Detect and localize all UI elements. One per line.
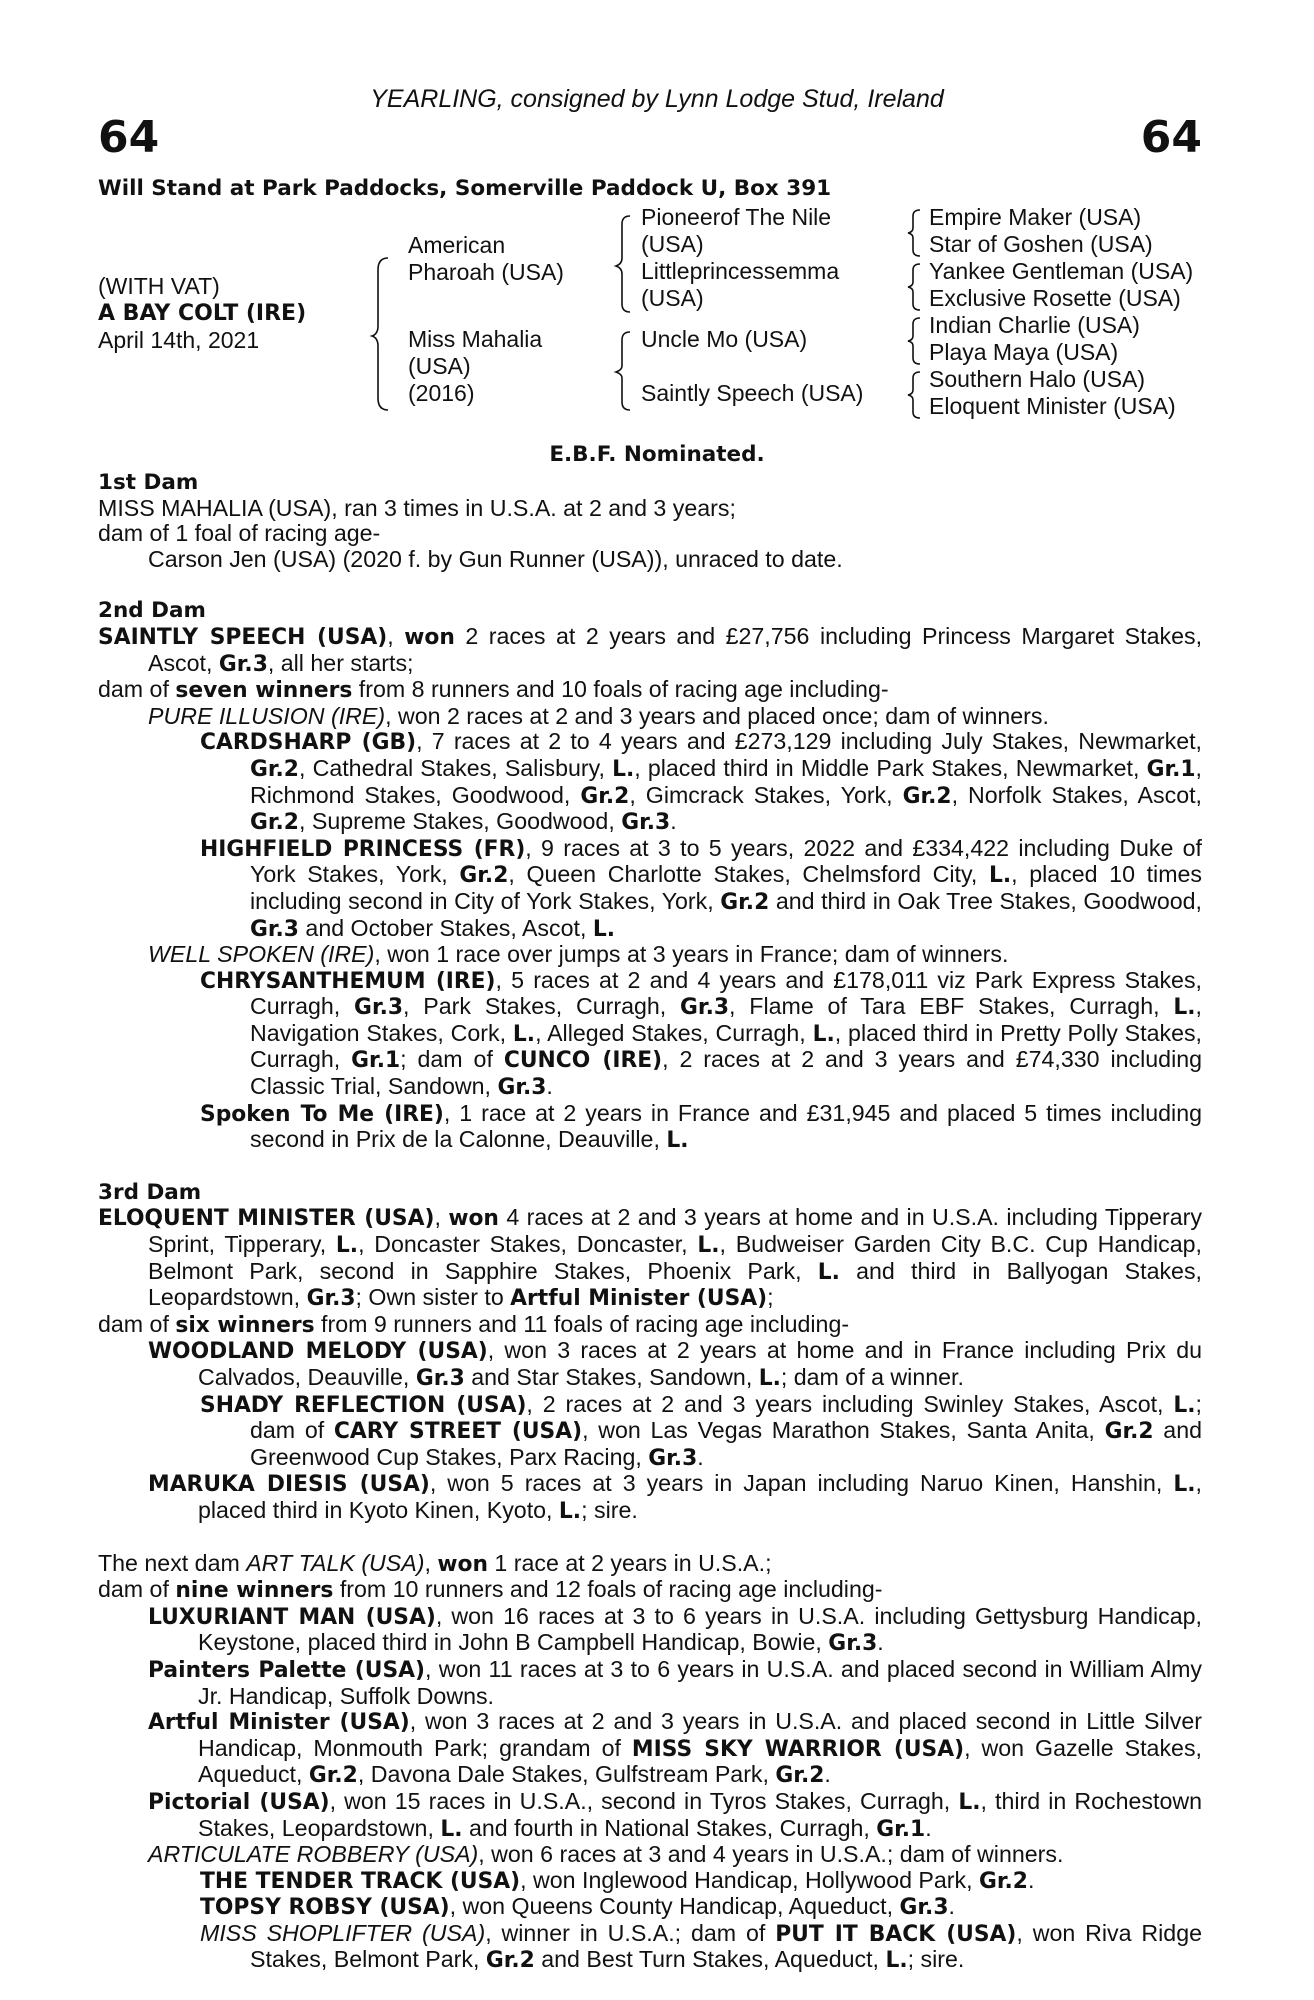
next-dam-produce: dam of nine winners from 10 runners and 12 foals of racing age including- — [98, 1576, 883, 1604]
produce-the-tender-track: THE TENDER TRACK (USA), won Inglewood Handicap, Hollywood Park, Gr.2. — [200, 1866, 1035, 1894]
produce-topsy-robsy: TOPSY ROBSY (USA), won Queens County Handicap, Aqueduct, Gr.3. — [200, 1893, 955, 1921]
pedigree-bracket-main — [370, 256, 390, 412]
gen3-2: Star of Goshen (USA) — [929, 231, 1153, 257]
consignor-line: YEARLING, consigned by Lynn Lodge Stud, Ireland — [370, 85, 944, 113]
third-dam-entry: ELOQUENT MINISTER (USA), won 4 races at 2 and 3 years at home and in U.S.A. including Tipperary Sprint, Tipperary, L., Doncaster Stakes, Doncaster, L., Budweiser Garden City B.C. Cup Handicap, Belmont Park, second in Sapphire Stakes, Phoenix Park, L. and third in Ballyogan Stakes, Leopardstown, Gr.3; Own sister to Artful Minister (USA); — [98, 1204, 1203, 1312]
produce-spoken-to-me: Spoken To Me (IRE), 1 race at 2 years in France and £31,945 and placed 5 times including second in Prix de la Calonne, Deauville, L. — [200, 1099, 1202, 1154]
gen3-3: Yankee Gentleman (USA) — [929, 258, 1194, 284]
gen3-1: Empire Maker (USA) — [929, 204, 1142, 230]
ebf-nominated: E.B.F. Nominated. — [549, 442, 765, 467]
first-dam-heading: 1st Dam — [98, 470, 199, 495]
produce-maruka-diesis: MARUKA DIESIS (USA), won 5 races at 3 years in Japan including Naruo Kinen, Hanshin, L., placed third in Kyoto Kinen, Kyoto, L.; sire. — [148, 1470, 1202, 1524]
pedigree-brace-g3-2 — [906, 262, 922, 312]
dam-sire: Uncle Mo (USA) — [641, 326, 808, 352]
lot-number-right: 64 — [1140, 112, 1202, 163]
pedigree-bracket-dam — [614, 330, 632, 412]
produce-painters-palette: Painters Palette (USA), won 11 races at 3 to 6 years in U.S.A. and placed second in William Almy Jr. Handicap, Suffolk Downs. — [148, 1655, 1203, 1709]
foaling-date: April 14th, 2021 — [98, 327, 260, 353]
produce-chrysanthemum: CHRYSANTHEMUM (IRE), 5 races at 2 and 4 years and £178,011 viz Park Express Stakes, Curragh, Gr.3, Park Stakes, Curragh, Gr.3, Flame of Tara EBF Stakes, Curragh, L., Navigation Stakes, Cork, L., Alleged Stakes, Curragh, L., placed third in Pretty Polly Stakes, Curragh, Gr.1; dam of CUNCO (IRE), 2 races at 2 and 3 years and £74,330 including Classic Trial, Sandown, Gr.3. — [200, 966, 1203, 1101]
produce-miss-shoplifter: MISS SHOPLIFTER (USA), winner in U.S.A.; dam of PUT IT BACK (USA), won Riva Ridge Stakes, Belmont Park, Gr.2 and Best Turn Stakes, Aqueduct, L.; sire. — [200, 1919, 1202, 1974]
pedigree-bracket-sire — [614, 214, 632, 314]
produce-luxuriant-man: LUXURIANT MAN (USA), won 16 races at 3 to 6 years in U.S.A. including Gettysburg Handicap, Keystone, placed third in John B Campbell Handicap, Bowie, Gr.3. — [148, 1602, 1203, 1657]
dam-dam: Saintly Speech (USA) — [641, 380, 864, 406]
sire-sire-line2: (USA) — [641, 231, 704, 257]
next-dam-entry: The next dam ART TALK (USA), won 1 race at 2 years in U.S.A.; — [98, 1549, 772, 1577]
sire-line2: Pharoah (USA) — [408, 259, 564, 285]
gen3-5: Indian Charlie (USA) — [929, 312, 1140, 338]
produce-articulate-robbery: ARTICULATE ROBBERY (USA), won 6 races at 3 and 4 years in U.S.A.; dam of winners. — [148, 1841, 1064, 1868]
sire-dam-line2: (USA) — [641, 285, 704, 311]
sire-sire-line1: Pioneerof The Nile — [641, 204, 832, 230]
second-dam-heading: 2nd Dam — [98, 598, 206, 624]
first-dam-foal: Carson Jen (USA) (2020 f. by Gun Runner (USA)), unraced to date. — [148, 545, 843, 572]
pedigree-brace-g3-3 — [906, 316, 922, 366]
sire-line1: American — [408, 232, 506, 258]
produce-woodland-melody: WOODLAND MELODY (USA), won 3 races at 2 years at home and in France including Prix du Calvados, Deauville, Gr.3 and Star Stakes, Sandown, L.; dam of a winner. — [148, 1337, 1202, 1391]
dam-line1: Miss Mahalia — [408, 326, 543, 352]
lot-number-left: 64 — [98, 112, 160, 163]
gen3-7: Southern Halo (USA) — [929, 366, 1146, 392]
second-dam-entry: SAINTLY SPEECH (USA), won 2 races at 2 years and £27,756 including Princess Margaret Stakes, Ascot, Gr.3, all her starts; — [98, 622, 1203, 677]
pedigree-brace-g3-1 — [906, 208, 922, 258]
sire-dam-line1: Littleprincessemma — [641, 258, 840, 284]
dam-line2: (USA) — [408, 353, 471, 379]
second-dam-produce: dam of seven winners from 8 runners and 10 foals of racing age including- — [98, 676, 889, 704]
third-dam-heading: 3rd Dam — [98, 1179, 202, 1205]
horse-name: A BAY COLT (IRE) — [98, 301, 307, 326]
produce-shady-reflection: SHADY REFLECTION (USA), 2 races at 2 and 3 years including Swinley Stakes, Ascot, L.; dam of CARY STREET (USA), won Las Vegas Marathon Stakes, Santa Anita, Gr.2 and Greenwood Cup Stakes, Parx Racing, Gr.3. — [200, 1390, 1202, 1471]
gen3-6: Playa Maya (USA) — [929, 339, 1119, 365]
produce-pure-illusion: PURE ILLUSION (IRE), won 2 races at 2 and 3 years and placed once; dam of winners. — [148, 702, 1049, 729]
produce-cardsharp: CARDSHARP (GB), 7 races at 2 to 4 years and £273,129 including July Stakes, Newmarket, Gr.2, Cathedral Stakes, Salisbury, L., placed third in Middle Park Stakes, Newmarket, Gr.1, Richmond Stakes, Goodwood, Gr.2, Gimcrack Stakes, York, Gr.2, Norfolk Stakes, Ascot, Gr.2, Supreme Stakes, Goodwood, Gr.3. — [200, 728, 1202, 836]
vat-note: (WITH VAT) — [98, 273, 220, 299]
produce-highfield-princess: HIGHFIELD PRINCESS (FR), 9 races at 3 to 5 years, 2022 and £334,422 including Duke of York Stakes, York, Gr.2, Queen Charlotte Stakes, Chelmsford City, L., placed 10 times including second in City of York Stakes, York, Gr.2 and third in Oak Tree Stakes, Goodwood, Gr.3 and October Stakes, Ascot, L. — [200, 834, 1203, 942]
gen3-8: Eloquent Minister (USA) — [929, 393, 1176, 419]
first-dam-line: MISS MAHALIA (USA), ran 3 times in U.S.A. at 2 and 3 years; — [98, 494, 736, 521]
pedigree-brace-g3-4 — [906, 370, 922, 420]
stand-location: Will Stand at Park Paddocks, Somerville Paddock U, Box 391 — [98, 176, 832, 201]
produce-pictorial: Pictorial (USA), won 15 races in U.S.A., second in Tyros Stakes, Curragh, L., third in Rochestown Stakes, Leopardstown, L. and fourth in National Stakes, Curragh, Gr.1. — [148, 1787, 1202, 1842]
produce-well-spoken: WELL SPOKEN (IRE), won 1 race over jumps at 3 years in France; dam of winners. — [148, 941, 1009, 968]
produce-record — [98, 470, 1202, 1974]
first-dam-produce-intro: dam of 1 foal of racing age- — [98, 520, 381, 547]
dam-line3: (2016) — [408, 380, 475, 406]
gen3-4: Exclusive Rosette (USA) — [929, 285, 1181, 311]
third-dam-produce: dam of six winners from 9 runners and 11 foals of racing age including- — [98, 1310, 850, 1338]
produce-artful-minister: Artful Minister (USA), won 3 races at 2 and 3 years in U.S.A. and placed second in Little Silver Handicap, Monmouth Park; grandam of MISS SKY WARRIOR (USA), won Gazelle Stakes, Aqueduct, Gr.2, Davona Dale Stakes, Gulfstream Park, Gr.2. — [148, 1708, 1202, 1789]
